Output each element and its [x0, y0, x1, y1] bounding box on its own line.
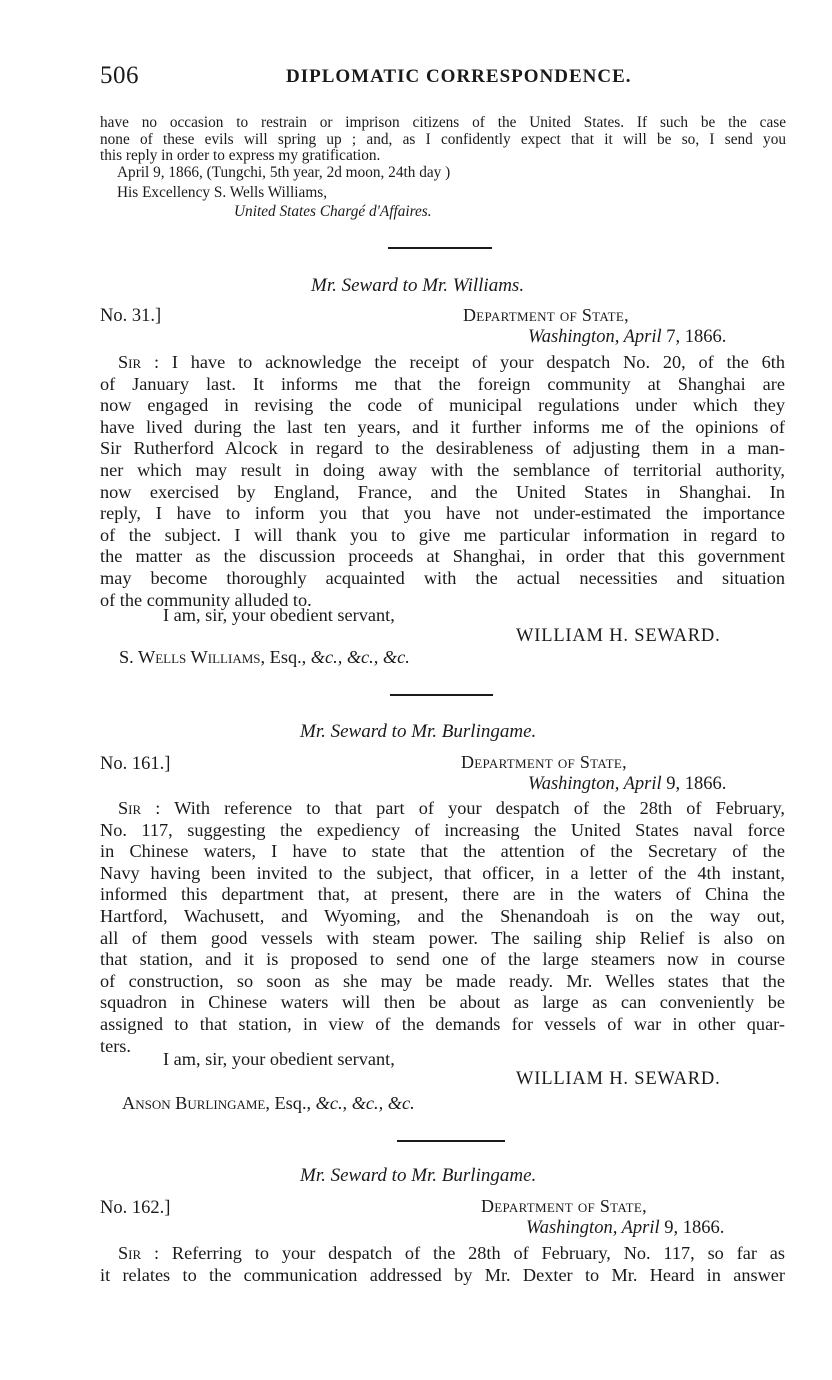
signature: WILLIAM H. SEWARD. [516, 626, 721, 646]
text-line: squadron in Chinese waters will then be about as large as can conveniently be [100, 992, 785, 1013]
addressee-etc: &c., &c., &c. [315, 1093, 415, 1113]
dateline [528, 774, 726, 795]
signature: WILLIAM H. SEWARD. [516, 1069, 721, 1089]
text-line: of the community alluded to. [100, 589, 312, 610]
salutation: Sir : [118, 798, 161, 818]
text-line: Navy having been invited to the subject, that officer, in a letter of the 4th instant, [100, 862, 785, 883]
continuation-paragraph [100, 115, 786, 165]
section-divider [390, 694, 493, 696]
text-line: the matter as the discussion proceeds at Shanghai, in order that this government [100, 546, 785, 567]
text-line: Sir Rutherford Alcock in regard to the desirableness of adjusting them in a man- [100, 438, 785, 459]
closing: I am, sir, your obedient servant, [163, 1049, 395, 1069]
line-text: I have to acknowledge the receipt of your despatch No. 20, of the 6th [171, 352, 785, 372]
text-line: reply, I have to inform you that you have not under-estimated the importance [100, 503, 785, 524]
letter-date: April 9, 1866, (Tungchi, 5th year, 2d moon, 24th day ) [117, 164, 451, 181]
letter-body [100, 352, 785, 611]
text-line [100, 1243, 785, 1265]
text-line: in Chinese waters, I have to state that the attention of the Secretary of the [100, 841, 785, 862]
salutation: Sir : [118, 352, 160, 372]
addressee-suffix: Esq., [274, 1093, 312, 1113]
dateline [528, 327, 726, 348]
despatch-number: No. 161.] [100, 754, 171, 774]
text-line: Hartford, Wachusett, and Wyoming, and the Shenandoah is on the way out, [100, 905, 785, 926]
dateline [526, 1218, 724, 1239]
department: Department of State, [481, 1196, 647, 1216]
text-line: of the subject. I will thank you to give me particular information in regard to [100, 524, 785, 545]
text-line: have lived during the last ten years, and it further informs me of the opinions of [100, 416, 785, 437]
addressee-name: His Excellency S. Wells Williams, [117, 184, 328, 201]
addressee-suffix: Esq., [269, 647, 307, 667]
text-line: all of them good vessels with steam power. The sailing ship Relief is also on [100, 927, 785, 948]
despatch-number: No. 162.] [100, 1198, 171, 1218]
addressee [122, 1093, 415, 1114]
addressee-etc: &c., &c., &c. [310, 647, 410, 667]
text-line: now exercised by England, France, and the United States in Shanghai. In [100, 481, 785, 502]
text-line: ner which may result in doing away with the semblance of territorial authority, [100, 459, 785, 480]
closing: I am, sir, your obedient servant, [163, 605, 395, 625]
dateline-date: 9, 1866. [666, 774, 727, 794]
text-line: it relates to the communication addressed by Mr. Dexter to Mr. Heard in answer [100, 1264, 785, 1285]
department: Department of State, [463, 305, 629, 325]
dateline-place: Washington, April [528, 327, 662, 347]
text-line: none of these evils will spring up ; and, as I confidently expect that it will be so, I send you [100, 130, 786, 148]
addressee [117, 185, 327, 202]
section-divider [397, 1140, 505, 1142]
letter-body [100, 798, 785, 1057]
letter-heading: Mr. Seward to Mr. Burlingame. [300, 721, 537, 742]
text-line: of construction, so soon as she may be made ready. Mr. Welles states that the [100, 970, 785, 991]
dateline-place: Washington, April [528, 774, 662, 794]
text-line: have no occasion to restrain or imprison citizens of the United States. If such be the case [100, 114, 786, 131]
dateline-place: Washington, April [526, 1218, 660, 1238]
dateline-date: 7, 1866. [666, 327, 727, 347]
running-title: DIPLOMATIC CORRESPONDENCE. [286, 66, 632, 87]
addressee-title: United States Chargé d'Affaires. [234, 203, 432, 220]
letter-body [100, 1243, 785, 1286]
despatch-number: No. 31.] [100, 306, 162, 326]
addressee-name: Anson Burlingame, [122, 1093, 270, 1113]
line-text: Referring to your despatch of the 28th of February, No. 117, so far as [171, 1243, 785, 1263]
addressee-name: S. Wells Williams, [119, 647, 266, 667]
salutation: Sir : [118, 1243, 160, 1263]
text-line: ters. [100, 1035, 131, 1056]
text-line [100, 798, 785, 820]
section-divider [388, 247, 492, 249]
department: Department of State, [461, 752, 627, 772]
text-line: assigned to that station, in view of the demands for vessels of war in other quar- [100, 1013, 785, 1034]
addressee [119, 647, 410, 668]
letter-heading: Mr. Seward to Mr. Williams. [311, 275, 525, 296]
line-text: With reference to that part of your despatch of the 28th of February, [174, 798, 785, 818]
text-line: No. 117, suggesting the expediency of increasing the United States naval force [100, 819, 785, 840]
letter-heading: Mr. Seward to Mr. Burlingame. [300, 1165, 537, 1186]
text-line: may become thoroughly acquainted with the actual necessities and situation [100, 567, 785, 588]
text-line [100, 352, 785, 374]
text-line: this reply in order to express my gratification. [100, 147, 381, 165]
text-line: informed this department that, at present, there are in the waters of China the [100, 884, 785, 905]
text-line: that station, and it is proposed to send one of the large steamers now in course [100, 949, 785, 970]
page-number: 506 [100, 62, 139, 89]
text-line: now engaged in revising the code of municipal regulations under which they [100, 395, 785, 416]
dateline-date: 9, 1866. [664, 1218, 725, 1238]
text-line: of January last. It informs me that the foreign community at Shanghai are [100, 373, 785, 394]
